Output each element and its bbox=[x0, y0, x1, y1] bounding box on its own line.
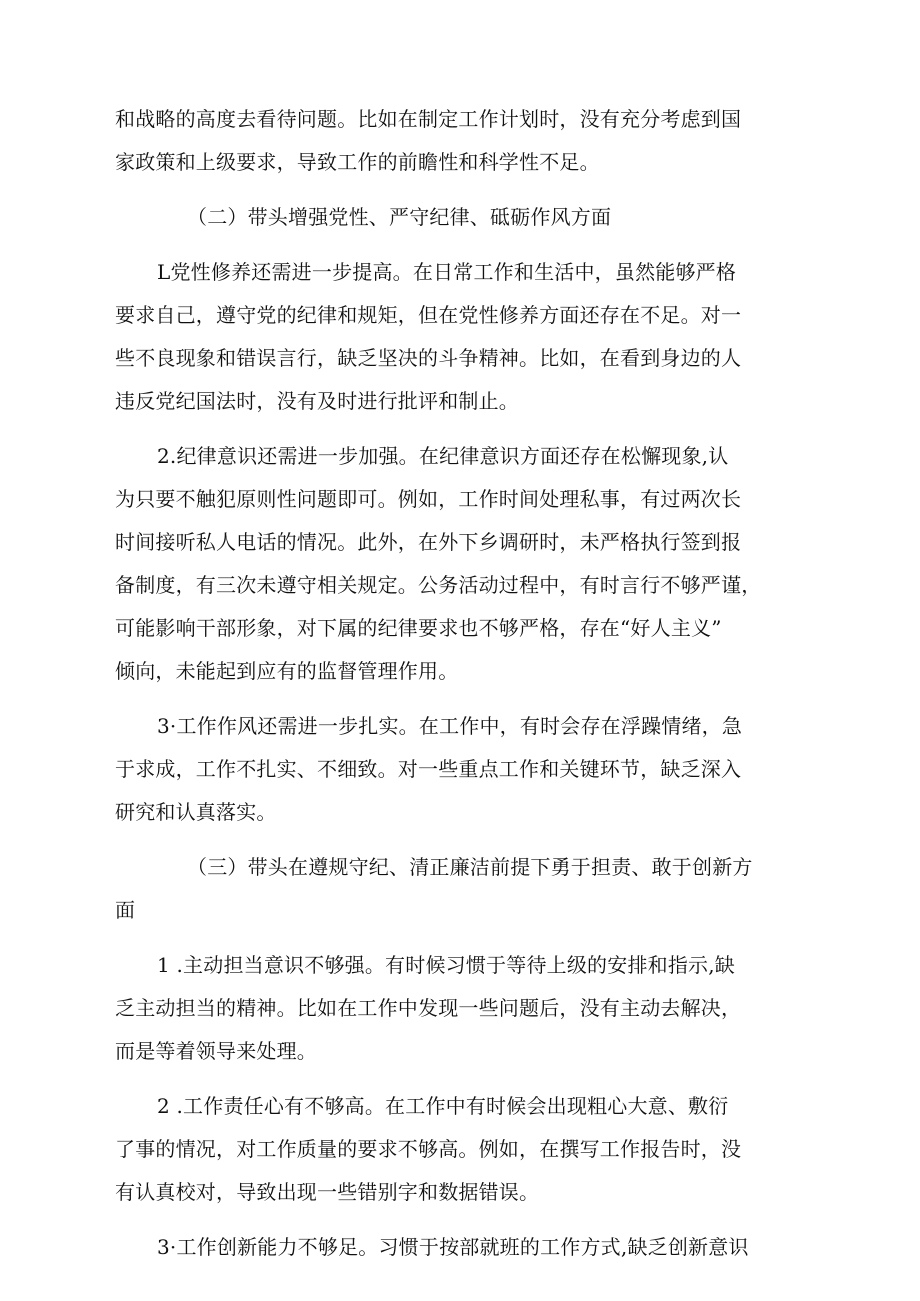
paragraph-line: 违反党纪国法时，没有及时进行批评和制止。 bbox=[115, 389, 519, 413]
paragraph-gap bbox=[115, 834, 835, 846]
document-body bbox=[115, 98, 835, 1269]
paragraph-line: 有认真校对，导致出现一些错别字和数据错误。 bbox=[115, 1180, 540, 1204]
paragraph-line: 了事的情况，对工作质量的要求不够高。例如，在撰写工作报告时，没 bbox=[115, 1137, 742, 1161]
paragraph-line: 2 .工作责任心有不够高。在工作中有时候会出现粗心大意、敷衍 bbox=[157, 1094, 729, 1118]
paragraph-line: 倾向，未能起到应有的监督管理作用。 bbox=[115, 659, 459, 683]
paragraph-line: 可能影响干部形象，对下属的纪律要求也不够严格，存在“好人主义” bbox=[115, 616, 722, 640]
paragraph-gap bbox=[115, 184, 835, 196]
paragraph-line: 家政策和上级要求，导致工作的前瞻性和科学性不足。 bbox=[115, 150, 600, 174]
paragraph-gap bbox=[115, 1073, 835, 1085]
paragraph-line: 和战略的高度去看待问题。比如在制定工作计划时，没有充分考虑到国 bbox=[115, 107, 742, 131]
paragraph-line: 研究和认真落实。 bbox=[115, 800, 277, 824]
section-heading: （二）带头增强党性、严守纪律、砥砺作风方面 bbox=[187, 205, 612, 229]
paragraph-line: 乏主动担当的精神。比如在工作中发现一些问题后，没有主动去解决， bbox=[115, 996, 742, 1020]
paragraph-line: 时间接听私人电话的情况。此外，在外下乡调研时，未严格执行签到报 bbox=[115, 530, 742, 554]
paragraph-line: 要求自己，遵守党的纪律和规矩，但在党性修养方面还存在不足。对一 bbox=[115, 303, 742, 327]
section-heading: 面 bbox=[115, 898, 136, 922]
paragraph-line: 2.纪律意识还需进一步加强。在纪律意识方面还存在松懈现象,认 bbox=[157, 444, 729, 468]
paragraph-line: 3·工作作风还需进一步扎实。在工作中，有时会存在浮躁情绪，急 bbox=[157, 714, 743, 738]
paragraph-line: 于求成，工作不扎实、不细致。对一些重点工作和关键环节，缺乏深入 bbox=[115, 757, 742, 781]
paragraph-gap bbox=[115, 693, 835, 705]
paragraph-line: 3·工作创新能力不够足。习惯于按部就班的工作方式,缺乏创新意识 bbox=[157, 1235, 749, 1259]
paragraph-line: L党性修养还需进一步提高。在日常工作和生活中，虽然能够严格 bbox=[157, 260, 737, 284]
paragraph-line: 为只要不触犯原则性问题即可。例如，工作时间处理私事，有过两次长 bbox=[115, 487, 742, 511]
paragraph-line: 些不良现象和错误言行，缺乏坚决的斗争精神。比如，在看到身边的人 bbox=[115, 346, 742, 370]
paragraph-gap bbox=[115, 1214, 835, 1226]
paragraph-line: 而是等着领导来处理。 bbox=[115, 1039, 317, 1063]
section-heading: （三）带头在遵规守纪、清正廉洁前提下勇于担责、敢于创新方 bbox=[187, 855, 753, 879]
paragraph-gap bbox=[115, 423, 835, 435]
paragraph-line: 1 .主动担当意识不够强。有时候习惯于等待上级的安排和指示,缺 bbox=[157, 953, 735, 977]
paragraph-line: 备制度，有三次未遵守相关规定。公务活动过程中，有时言行不够严谨， bbox=[115, 573, 762, 597]
paragraph-gap bbox=[115, 239, 835, 251]
paragraph-gap bbox=[115, 932, 835, 944]
